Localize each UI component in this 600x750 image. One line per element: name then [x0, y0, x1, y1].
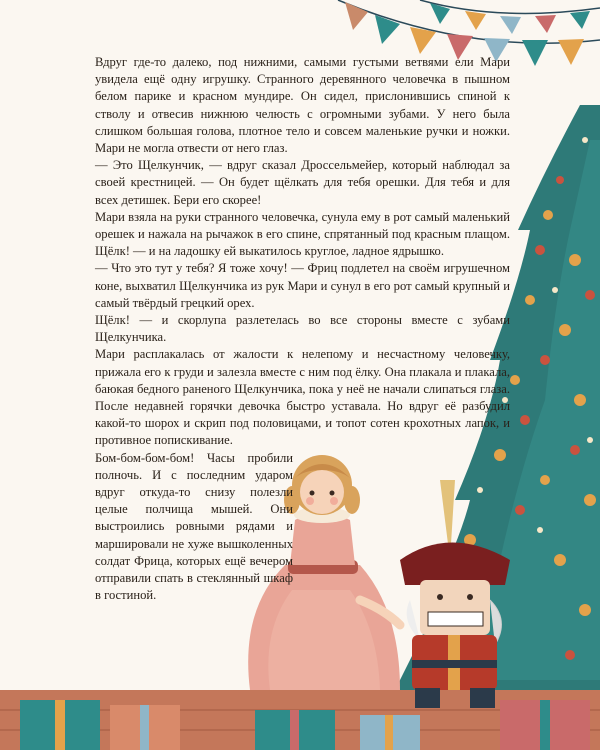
paragraph-3: Мари взяла на руки странного человечка, сунула ему в рот самый маленький орешек и нажала на рычажок в его спине, спрятанный под красным плащом. Щёлк! — и на ладошку ей выкатилось круглое, ладное ядрышко. [95, 209, 510, 259]
paragraph-1: Вдруг где-то далеко, под нижними, самыми густыми ветвями ели Мари увидела ещё одну игрушку. Странного деревянного человечка в пышном белом парике и красном мундире. Он сидел, прислонившись спиной к стволу и отвесив нижнюю челюсть с огромными зубами. У него была слишком большая голова, плотное тело и совсем маленькие ручки и ножки. Мари не могла отвести от него глаз. [95, 55, 510, 156]
paragraph-6: Мари расплакалась от жалости к нелепому и несчастному человечку, прижала его к груди и залезла вместе с ним под ёлку. Она плакала и плакала, баюкая бедного раненого Щелкунчика, пока у неё не начали слипаться глаза. После недавней горячки девочка быстро уставала. Но вдруг её разбудил какой-то шорох и скрип под половицами, и топот сотен крохотных лапок, и противное попискивание. [95, 347, 510, 448]
paragraph-7: Бом-бом-бом-бом! Часы пробили полночь. И с последним ударом вдруг откуда-то снизу полезли целые полчища мышей. Они выстроились ровными рядами и маршировали не хуже вышколенных солдат Фрица, которых ещё вечером отправили спать в стеклянный шкаф в гостиной. [95, 450, 293, 603]
story-text [95, 54, 510, 605]
paragraph-5: Щёлк! — и скорлупа разлетелась во все стороны вместе с зубами Щелкунчика. [95, 313, 510, 345]
paragraph-2: — Это Щелкунчик, — вдруг сказал Дроссельмейер, который наблюдал за своей крестницей. — Он будет щёлкать для тебя орешки. Для тебя и для всех детишек. Бери его скорее! [95, 158, 510, 207]
paragraph-4: — Что это тут у тебя? Я тоже хочу! — Фриц подлетел на своём игрушечном коне, выхватил Щелкунчика из рук Мари и сунул в его рот самый крупный и самый твёрдый грецкий орех. [95, 261, 510, 310]
